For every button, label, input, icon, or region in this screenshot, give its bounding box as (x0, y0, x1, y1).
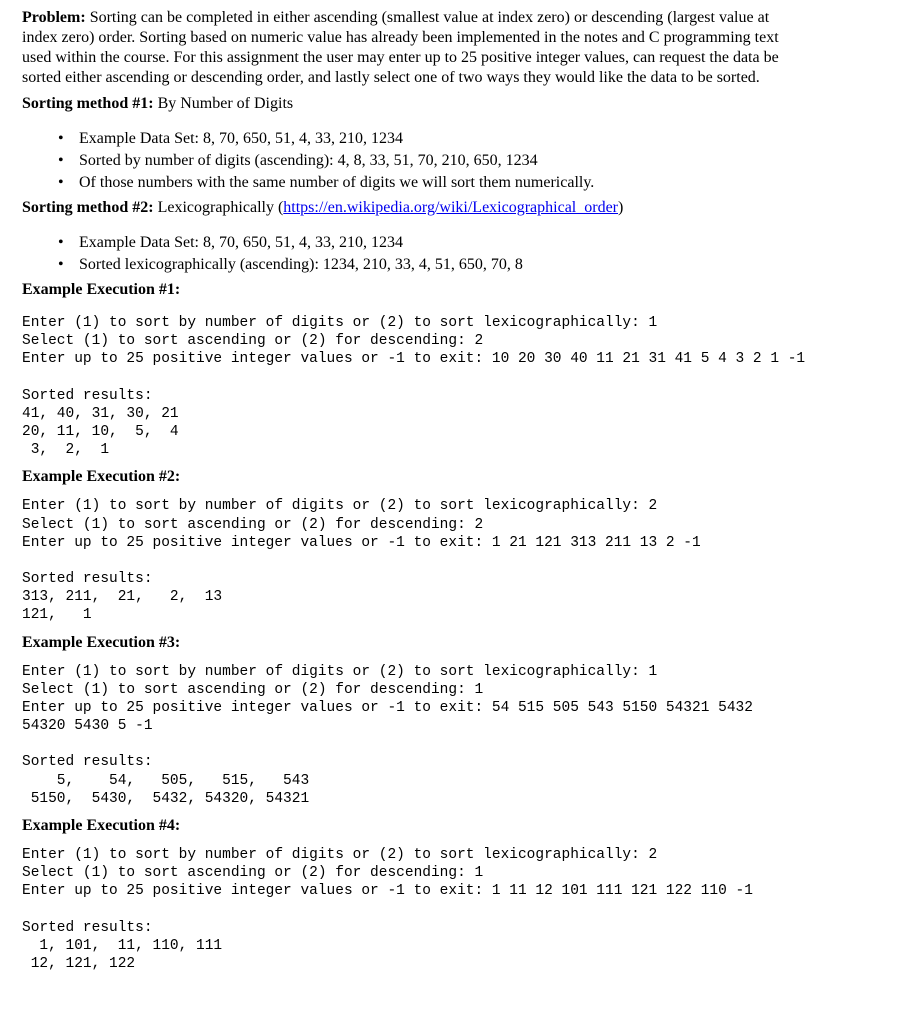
problem-line-1: Sorting can be completed in either ascending (smallest value at index zero) or descending (largest value at (89, 9, 770, 26)
method2-link-close: ) (618, 199, 624, 216)
example1-heading-text: Example Execution #1: (22, 281, 181, 298)
list-item: • Sorted by number of digits (ascending): 4, 8, 33, 51, 70, 210, 650, 1234 (22, 150, 902, 172)
list-item: • Of those numbers with the same number of digits we will sort them numerically. (22, 172, 902, 194)
example1-console-output: Sorted results: 41, 40, 31, 30, 21 20, 11, 10, 5, 4 3, 2, 1 (22, 387, 179, 459)
example3-console-input: Enter (1) to sort by number of digits or (2) to sort lexicographically: 1 Select (1) to sort ascending or (2) for descending: 1 Enter up to 25 positive integer values or -1 to exit: 54 515 505 543 5150 54321 5432 54320 5430 5 -1 (22, 663, 753, 735)
example2-heading-text: Example Execution #2: (22, 468, 181, 486)
example3-console-output: Sorted results: 5, 54, 505, 515, 543 5150, 5430, 5432, 54320, 54321 (22, 754, 310, 807)
method2-heading (22, 198, 902, 218)
example3-heading-text: Example Execution #3: (22, 633, 181, 651)
method2-bullet-list (22, 232, 902, 276)
list-item: • Example Data Set: 8, 70, 650, 51, 4, 33, 210, 1234 (22, 128, 902, 150)
problem-line-4: sorted either ascending or descending order, and lastly select one of two ways they would like the data to be sorted. (22, 69, 760, 86)
example1-heading (22, 280, 902, 300)
assignment-document (22, 8, 902, 973)
example2-console-output: Sorted results: 313, 211, 21, 2, 13 121, 1 (22, 571, 223, 624)
problem-label: Problem: (22, 9, 86, 26)
problem-statement (22, 8, 902, 88)
example2-console-input: Enter (1) to sort by number of digits or (2) to sort lexicographically: 2 Select (1) to sort ascending or (2) for descending: 2 Enter up to 25 positive integer values or -1 to exit: 1 21 121 313 211 13 2 -1 (22, 498, 701, 551)
example1-console-input: Enter (1) to sort by number of digits or (2) to sort lexicographically: 1 Select (1) to sort ascending or (2) for descending: 2 Enter up to 25 positive integer values or -1 to exit: 10 20 30 40 11 21 31 41 5 4 3 2 1 -1 (22, 315, 806, 368)
list-item: • Sorted lexicographically (ascending): 1234, 210, 33, 4, 51, 650, 70, 8 (22, 254, 902, 276)
example4-heading-text: Example Execution #4: (22, 817, 181, 835)
method2-title: Lexicographically (157, 199, 274, 216)
method2-link-open: ( (277, 199, 284, 216)
problem-line-2: index zero) order. Sorting based on numeric value has already been implemented in the notes and C programming text (22, 29, 779, 46)
list-item: • Example Data Set: 8, 70, 650, 51, 4, 33, 210, 1234 (22, 232, 902, 254)
example4-heading (22, 816, 902, 836)
method2-label: Sorting method #2: (22, 199, 154, 216)
method1-bullet-list (22, 128, 902, 194)
example2-heading (22, 467, 902, 487)
method1-heading (22, 94, 902, 114)
lexicographical-order-link[interactable]: https://en.wikipedia.org/wiki/Lexicographical_order (283, 199, 619, 216)
method1-label: Sorting method #1: (22, 95, 154, 112)
example3-heading (22, 633, 902, 653)
example4-console-output: Sorted results: 1, 101, 11, 110, 111 12, 121, 122 (22, 919, 223, 973)
problem-line-3: used within the course. For this assignment the user may enter up to 25 positive integer values, can request the data be (22, 49, 779, 66)
example4-console-input: Enter (1) to sort by number of digits or (2) to sort lexicographically: 2 Select (1) to sort ascending or (2) for descending: 1 Enter up to 25 positive integer values or -1 to exit: 1 11 12 101 111 121 122 110 -1 (22, 847, 753, 900)
method1-title: By Number of Digits (157, 95, 294, 112)
